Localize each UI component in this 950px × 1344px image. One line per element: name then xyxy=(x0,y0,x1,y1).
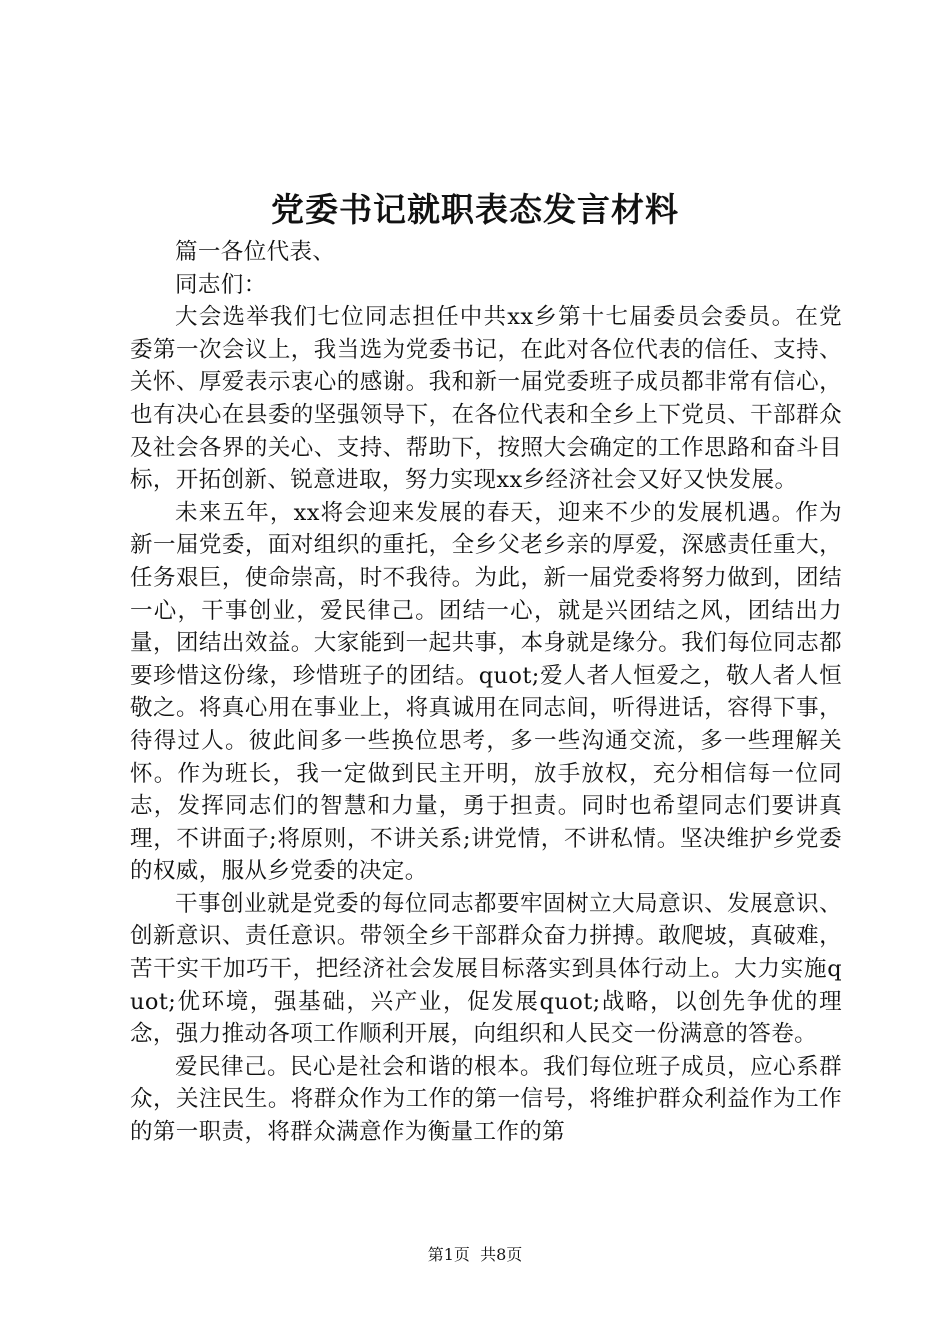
paragraph-love-people: 爱民律己。民心是社会和谐的根本。我们每位班子成员，应心系群众，关注民生。将群众作为工作的第一信号，将维护群众利益作为工作的第一职责，将群众满意作为衡量工作的第 xyxy=(130,1053,842,1146)
page-footer xyxy=(0,1244,950,1266)
document-title: 党委书记就职表态发言材料 xyxy=(271,190,679,229)
document-body xyxy=(130,236,842,1149)
paragraph-entrepreneurship: 干事创业就是党委的每位同志都要牢固树立大局意识、发展意识、创新意识、责任意识。带领全乡干部群众奋力拼搏。敢爬坡，真破难，苦干实干加巧干，把经济社会发展目标落实到具体行动上。大力实施quot;优环境，强基础，兴产业，促发展quot;战略，以创先争优的理念，强力推动各项工作顺利开展，向组织和人民交一份满意的答卷。 xyxy=(130,890,842,1048)
page-number-indicator: 第1页 共8页 xyxy=(427,1245,523,1264)
paragraph-future-plans: 未来五年，xx将会迎来发展的春天，迎来不少的发展机遇。作为新一届党委，面对组织的重托，全乡父老乡亲的厚爱，深感责任重大，任务艰巨，使命崇高，时不我待。为此，新一届党委将努力做到，团结一心，干事创业，爱民律己。团结一心，就是兴团结之风，团结出力量，团结出效益。大家能到一起共事，本身就是缘分。我们每位同志都要珍惜这份缘，珍惜班子的团结。quot;爱人者人恒爱之，敬人者人恒敬之。将真心用在事业上，将真诚用在同志间，听得进话，容得下事，待得过人。彼此间多一些换位思考，多一些沟通交流，多一些理解关怀。作为班长，我一定做到民主开明，放手放权，充分相信每一位同志，发挥同志们的智慧和力量，勇于担责。同时也希望同志们要讲真理，不讲面子;将原则，不讲关系;讲党情，不讲私情。坚决维护乡党委的权威，服从乡党委的决定。 xyxy=(130,499,842,885)
paragraph-greeting: 篇一各位代表、 xyxy=(175,239,336,265)
paragraph-election: 大会选举我们七位同志担任中共xx乡第十七届委员会委员。在党委第一次会议上，我当选为党委书记，在此对各位代表的信任、支持、关怀、厚爱表示衷心的感谢。我和新一届党委班子成员都非常有信心，也有决心在县委的坚强领导下，在各位代表和全乡上下党员、干部群众及社会各界的关心、支持、帮助下，按照大会确定的工作思路和奋斗目标，开拓创新、锐意进取，努力实现xx乡经济社会又好又快发展。 xyxy=(130,304,842,494)
paragraph-salutation: 同志们： xyxy=(175,271,267,298)
